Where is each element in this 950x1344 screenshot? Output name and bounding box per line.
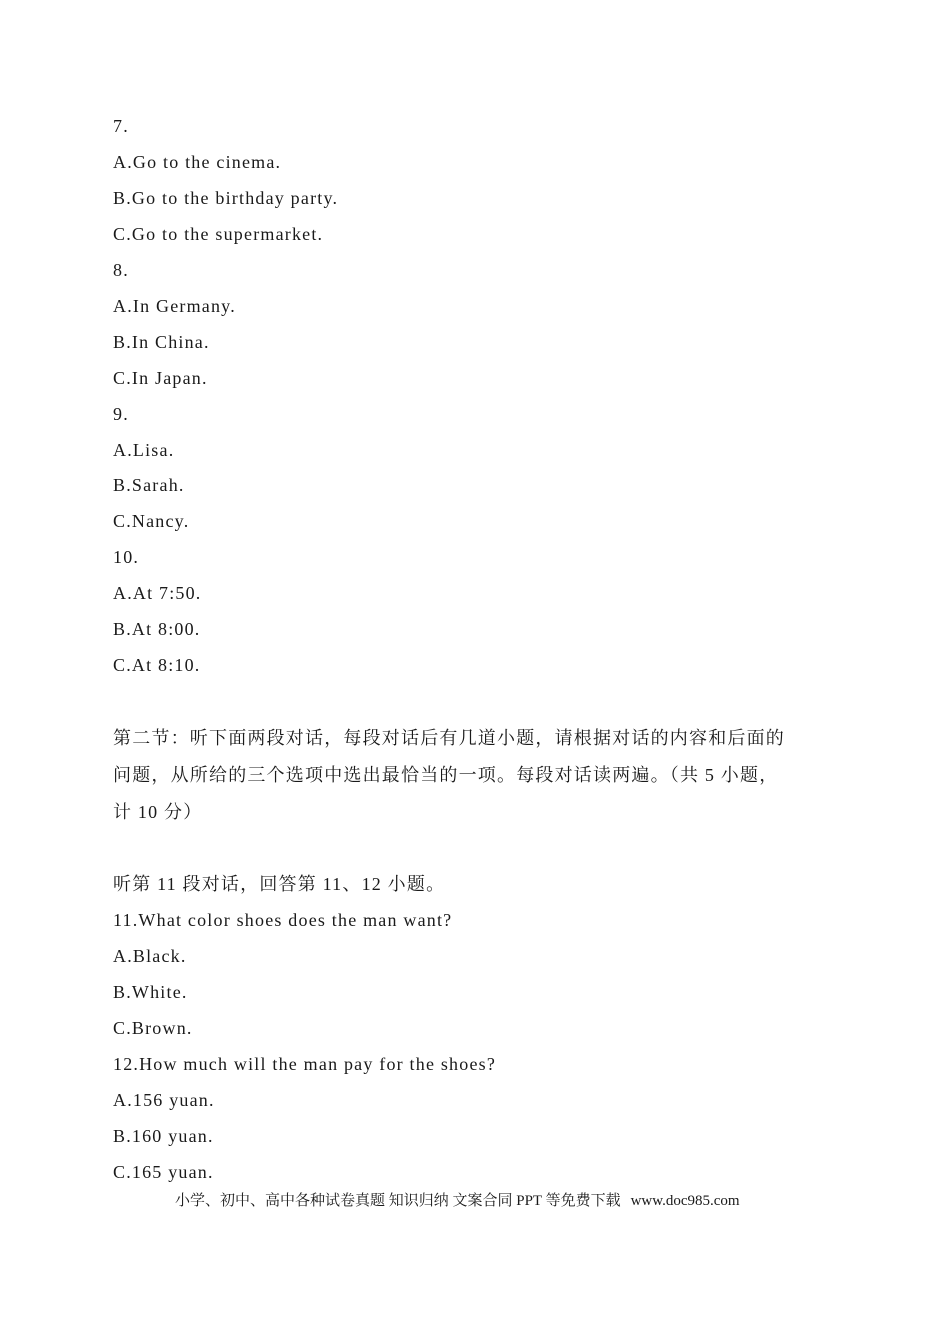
question-11-option-b: B.White.	[113, 982, 188, 1002]
question-7-number: 7.	[113, 116, 129, 136]
question-9-option-a: A.Lisa.	[113, 440, 175, 460]
question-9-option-c: C.Nancy.	[113, 511, 190, 531]
question-10-option-c: C.At 8:10.	[113, 655, 201, 675]
section-2-instructions-line-3: 计 10 分）	[113, 802, 203, 822]
section-2-instructions-line-2: 问题，从所给的三个选项中选出最恰当的一项。每段对话读两遍。（共 5 小题，	[113, 765, 779, 785]
question-7-option-a: A.Go to the cinema.	[113, 152, 282, 172]
dialog-11-intro: 听第 11 段对话，回答第 11、12 小题。	[113, 874, 446, 894]
question-10-number: 10.	[113, 547, 140, 567]
question-11-option-a: A.Black.	[113, 946, 187, 966]
question-11-option-c: C.Brown.	[113, 1018, 193, 1038]
question-8-option-b: B.In China.	[113, 332, 210, 352]
footer-text: 小学、初中、高中各种试卷真题 知识归纳 文案合同 PPT 等免费下载	[175, 1193, 621, 1209]
question-12-text: 12.How much will the man pay for the shoes?	[113, 1054, 497, 1074]
question-8-option-a: A.In Germany.	[113, 296, 236, 316]
question-9-number: 9.	[113, 404, 129, 424]
section-2-instructions-line-1: 第二节：听下面两段对话，每段对话后有几道小题，请根据对话的内容和后面的	[113, 728, 785, 748]
question-8-number: 8.	[113, 260, 129, 280]
question-11-text: 11.What color shoes does the man want?	[113, 910, 453, 930]
footer-url[interactable]: www.doc985.com	[630, 1193, 740, 1209]
page-footer	[175, 1190, 740, 1212]
question-7-option-c: C.Go to the supermarket.	[113, 224, 324, 244]
question-10-option-a: A.At 7:50.	[113, 583, 202, 603]
question-12-option-b: B.160 yuan.	[113, 1126, 214, 1146]
question-9-option-b: B.Sarah.	[113, 475, 185, 495]
question-12-option-c: C.165 yuan.	[113, 1162, 214, 1182]
question-12-option-a: A.156 yuan.	[113, 1090, 215, 1110]
question-10-option-b: B.At 8:00.	[113, 619, 201, 639]
question-8-option-c: C.In Japan.	[113, 368, 208, 388]
question-7-option-b: B.Go to the birthday party.	[113, 188, 339, 208]
